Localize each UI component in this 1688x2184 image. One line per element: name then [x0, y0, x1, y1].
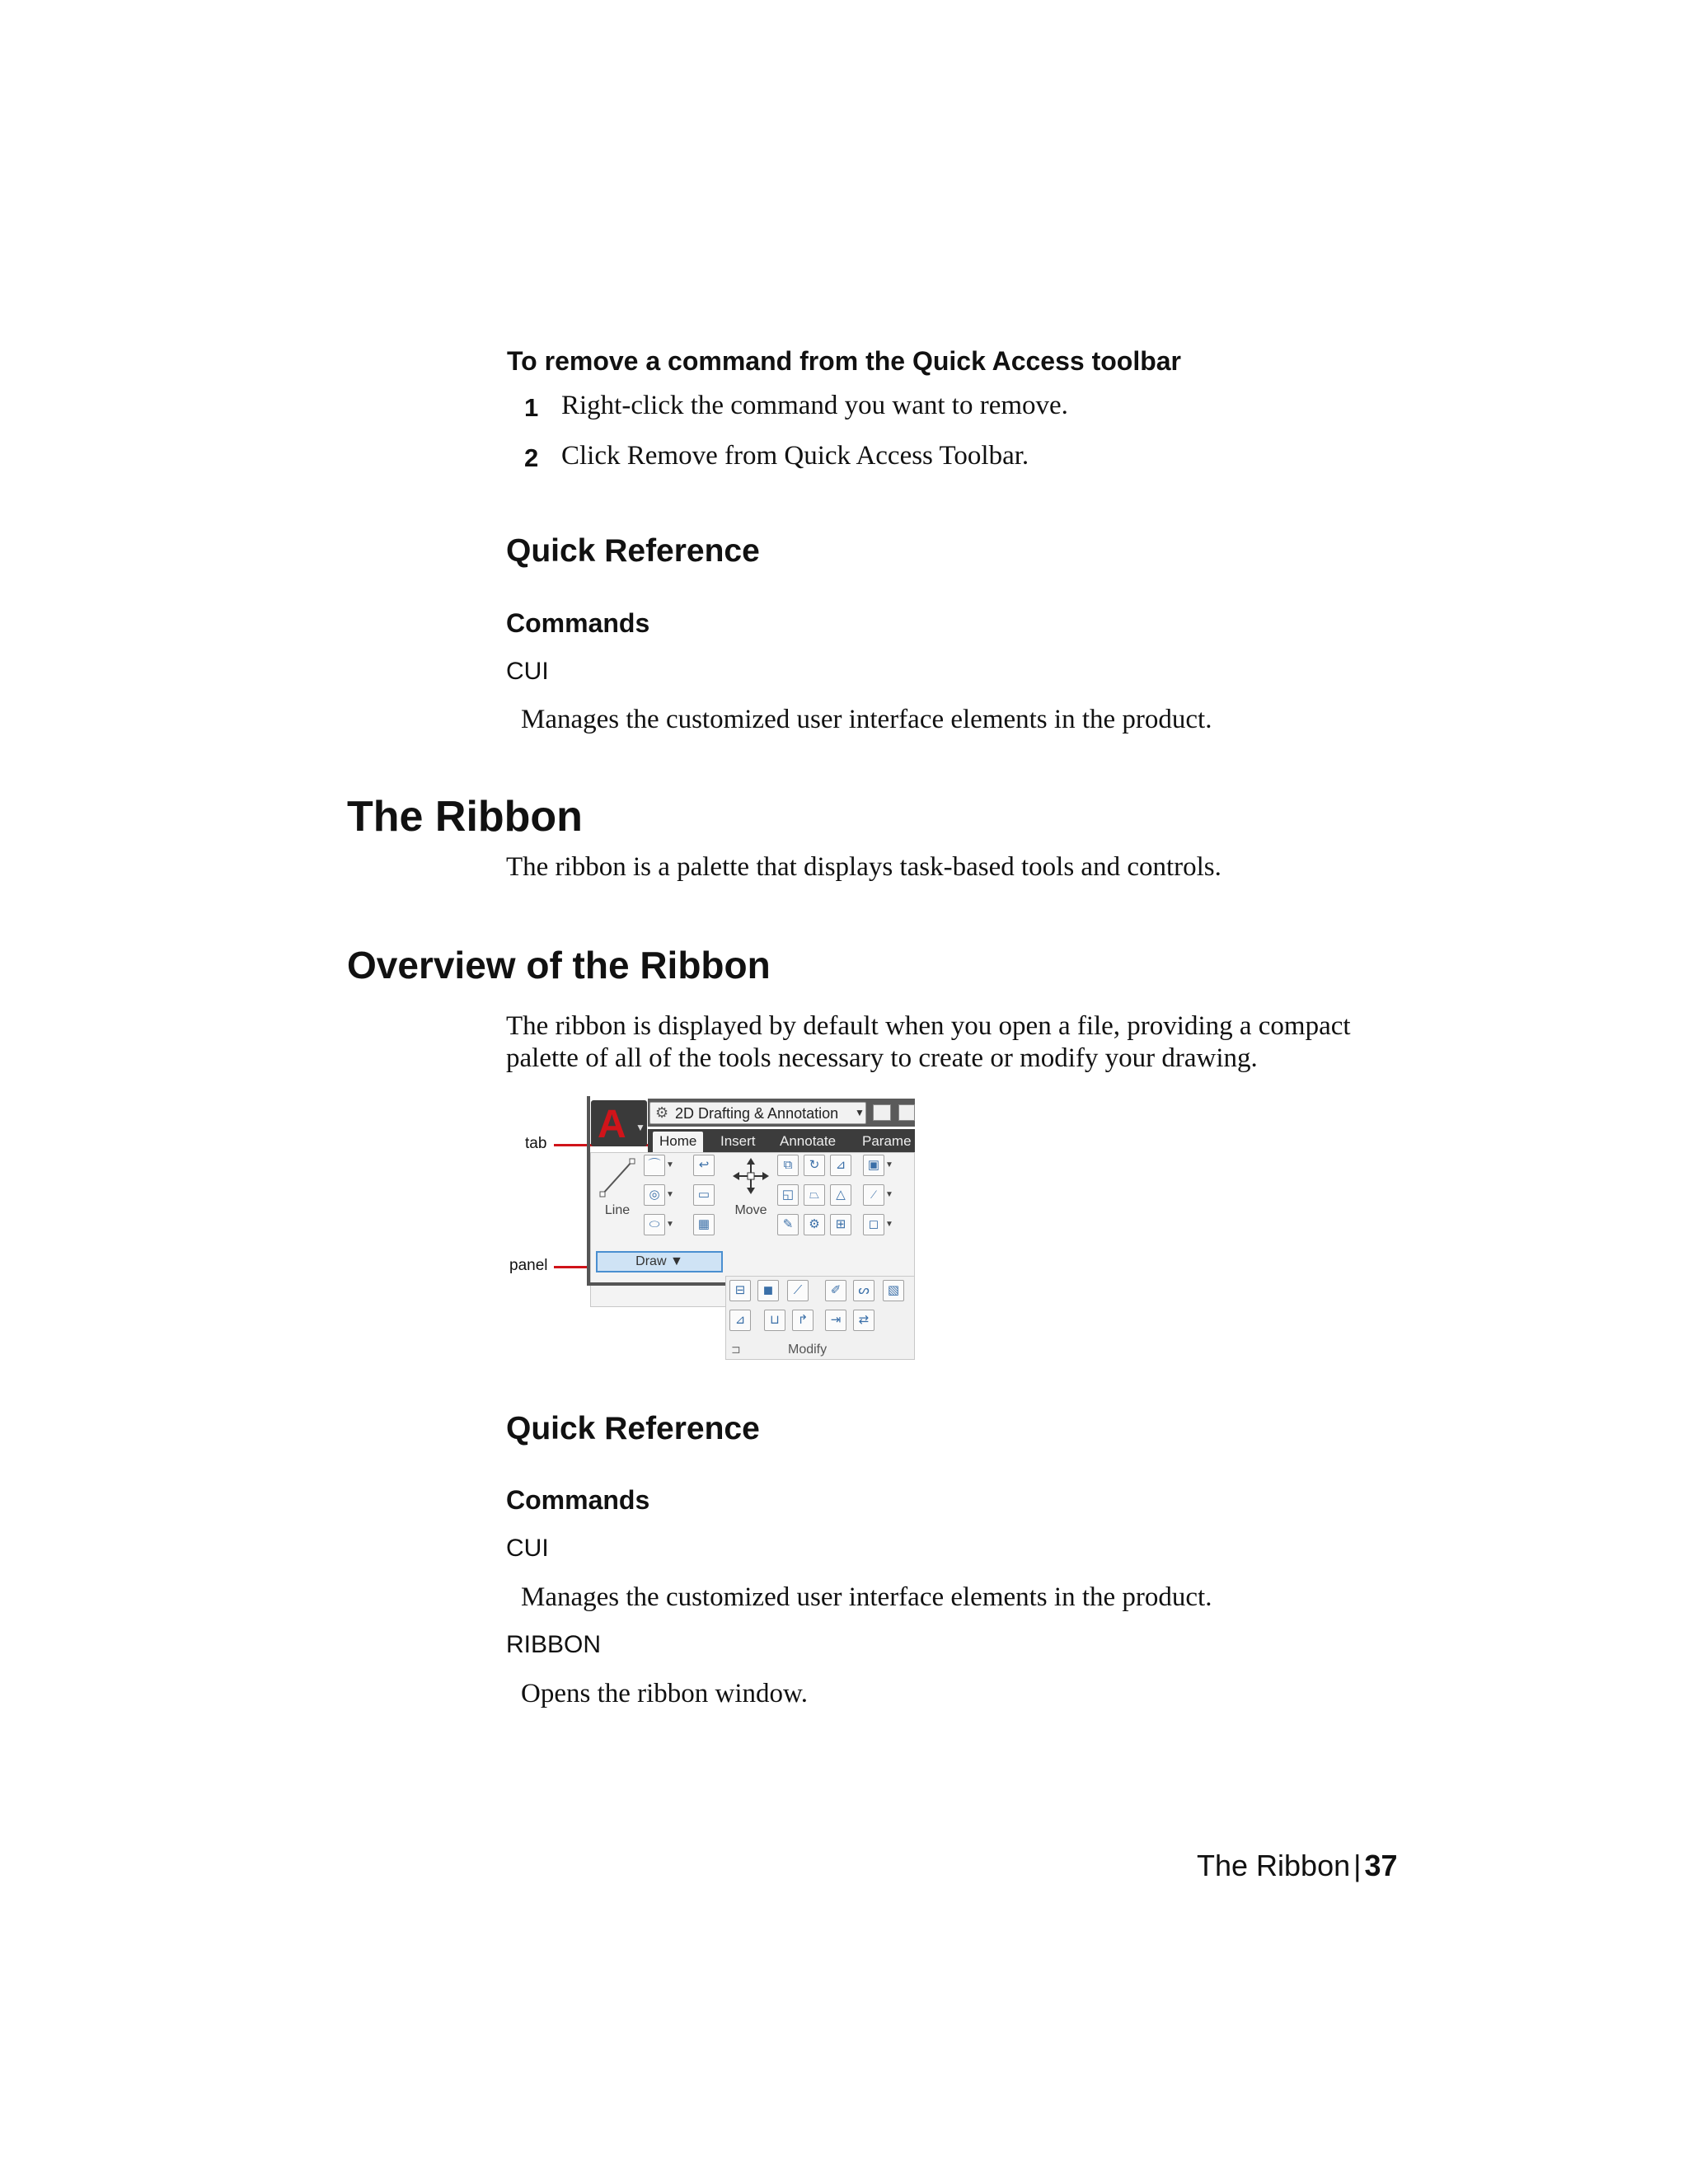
caret-down-icon[interactable]: ▼: [885, 1190, 893, 1199]
tab-home[interactable]: Home: [653, 1132, 703, 1152]
edit-hatch-icon[interactable]: ▧: [883, 1280, 904, 1301]
caret-down-icon: ▼: [669, 1254, 683, 1268]
scale-icon[interactable]: ✎: [777, 1214, 799, 1235]
command-description: Manages the customized user interface elements in the product.: [521, 705, 1212, 734]
workspace-label: 2D Drafting & Annotation: [675, 1105, 839, 1122]
move-icon: [731, 1156, 771, 1199]
lengthen-icon[interactable]: ⟋: [787, 1280, 809, 1301]
pin-icon[interactable]: ⊐: [731, 1343, 741, 1356]
chamfer-icon[interactable]: ◻: [863, 1214, 884, 1235]
rectangle-icon[interactable]: ▭: [693, 1184, 715, 1206]
procedure-title: To remove a command from the Quick Access toolbar: [507, 346, 1181, 376]
move-tool-label: Move: [734, 1203, 767, 1217]
step-number: 1: [524, 393, 539, 422]
command-name: RIBBON: [506, 1631, 602, 1658]
ellipse-icon[interactable]: ⬭: [644, 1214, 665, 1235]
edit-polyline-icon[interactable]: ✐: [825, 1280, 846, 1301]
step-text: Click Remove from Quick Access Toolbar.: [561, 441, 1029, 471]
footer-section-title: The Ribbon: [1197, 1849, 1351, 1882]
caret-down-icon: ▼: [855, 1107, 865, 1118]
section-heading: Overview of the Ribbon: [347, 944, 771, 987]
modify-panel-label: Modify: [788, 1343, 828, 1357]
erase-icon[interactable]: ▣: [863, 1155, 884, 1176]
offset-icon[interactable]: ⊞: [830, 1214, 851, 1235]
page-footer: [1197, 1849, 1398, 1883]
command-name: CUI: [506, 1535, 549, 1562]
caret-down-icon[interactable]: ▼: [666, 1190, 674, 1199]
move-tool[interactable]: [729, 1156, 772, 1218]
tab-annotate[interactable]: Annotate: [780, 1133, 837, 1149]
arc-icon[interactable]: ⌒: [644, 1155, 665, 1176]
caret-down-icon[interactable]: ▼: [885, 1160, 893, 1169]
line-tool-label: Line: [604, 1203, 631, 1217]
command-description: Manages the customized user interface elements in the product.: [521, 1582, 1212, 1612]
page-number: 37: [1364, 1849, 1398, 1882]
trim-icon[interactable]: ⊿: [830, 1155, 851, 1176]
quick-reference-heading: Quick Reference: [506, 1411, 760, 1446]
step-text: Right-click the command you want to remove.: [561, 391, 1068, 420]
break-icon[interactable]: ⊔: [764, 1310, 785, 1331]
rotate-icon[interactable]: ↻: [804, 1155, 825, 1176]
break-at-point-icon[interactable]: ↱: [792, 1310, 814, 1331]
command-description: Opens the ribbon window.: [521, 1679, 808, 1708]
commands-heading: Commands: [506, 1485, 650, 1515]
mirror-icon[interactable]: ⏢: [804, 1184, 825, 1206]
quick-reference-heading: Quick Reference: [506, 533, 760, 569]
explode-icon[interactable]: ⁄: [863, 1184, 884, 1206]
ribbon-figure: [587, 1096, 915, 1360]
step-number: 2: [524, 443, 539, 472]
align-icon[interactable]: ⊿: [729, 1310, 751, 1331]
tab-parametric[interactable]: Parame: [862, 1133, 912, 1149]
draw-panel-label: Draw: [635, 1254, 667, 1268]
caret-down-icon[interactable]: ▼: [885, 1220, 893, 1229]
open-file-icon[interactable]: [898, 1104, 915, 1121]
tab-insert[interactable]: Insert: [720, 1133, 756, 1149]
circle-icon[interactable]: ◎: [644, 1184, 665, 1206]
match-properties-icon[interactable]: ⊟: [729, 1280, 751, 1301]
draw-panel-button[interactable]: [596, 1251, 723, 1272]
caret-down-icon[interactable]: ▼: [666, 1220, 674, 1229]
gear-icon: ⚙: [655, 1104, 669, 1121]
stretch-icon[interactable]: ◱: [777, 1184, 799, 1206]
callout-panel-label: panel: [509, 1257, 548, 1274]
reverse-icon[interactable]: ⇄: [853, 1310, 874, 1331]
overview-paragraph: The ribbon is displayed by default when you open a file, providing a compact palette of all of the tools necessary to create or modify your drawing.: [506, 1011, 1351, 1073]
footer-separator: |: [1353, 1849, 1362, 1882]
app-logo-icon: A: [598, 1103, 626, 1146]
join-icon[interactable]: ⇥: [825, 1310, 846, 1331]
draworder-icon[interactable]: ◼: [757, 1280, 779, 1301]
copy-icon[interactable]: ⧉: [777, 1155, 799, 1176]
commands-heading: Commands: [506, 608, 650, 638]
command-name: CUI: [506, 658, 549, 685]
caret-down-icon[interactable]: ▼: [666, 1160, 674, 1169]
hatch-icon[interactable]: ▦: [693, 1214, 715, 1235]
polyline-icon[interactable]: ↩: [693, 1155, 715, 1176]
section-intro: The ribbon is a palette that displays task-based tools and controls.: [506, 852, 1221, 882]
callout-tab-label: tab: [525, 1135, 547, 1152]
array-icon[interactable]: ⚙: [804, 1214, 825, 1235]
new-file-icon[interactable]: [873, 1104, 891, 1121]
edit-spline-icon[interactable]: ᔕ: [853, 1280, 874, 1301]
modify-panel-expanded: [725, 1276, 915, 1360]
section-heading: The Ribbon: [347, 793, 583, 841]
fillet-icon[interactable]: △: [830, 1184, 851, 1206]
caret-down-icon: ▼: [635, 1122, 645, 1133]
